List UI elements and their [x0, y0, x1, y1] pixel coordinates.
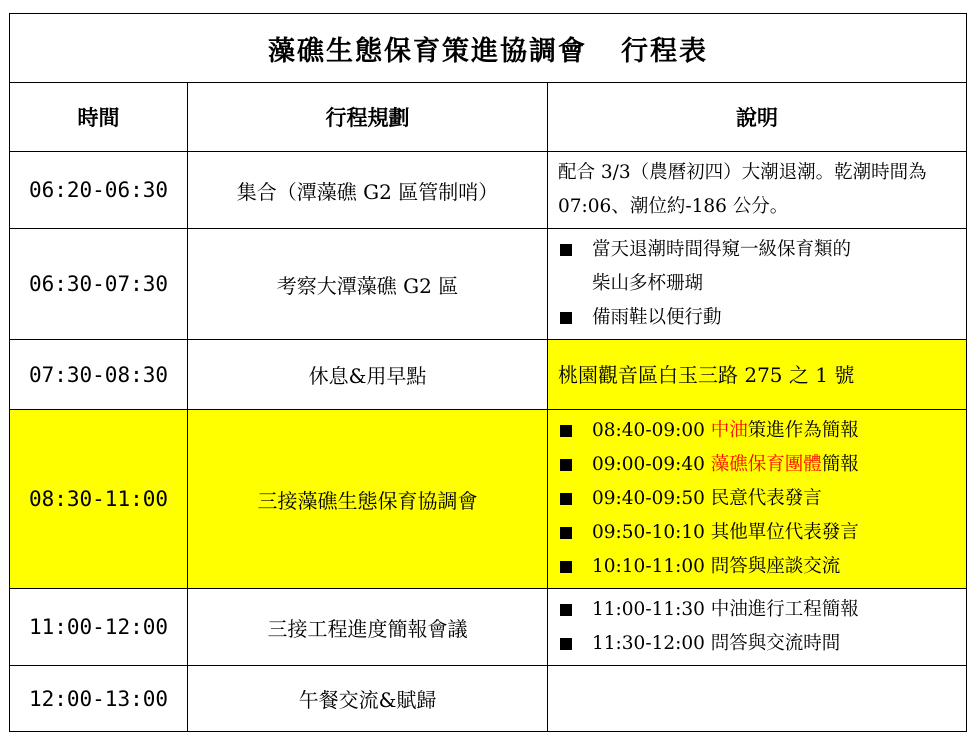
- row-plan: 考察大潭藻礁 G2 區: [188, 229, 548, 340]
- row-time: 11:00-12:00: [10, 589, 188, 666]
- list-item: 11:00-11:30 中油進行工程簡報: [558, 593, 958, 627]
- page-subtitle: 行程表: [621, 35, 708, 67]
- row-plan: 三接工程進度簡報會議: [188, 589, 548, 666]
- list-item: 備雨鞋以便行動: [558, 301, 958, 335]
- row-desc: [548, 666, 967, 732]
- table-row: [10, 589, 967, 666]
- list-item: 09:40-09:50 民意代表發言: [558, 482, 958, 516]
- bullet-square-icon: [560, 425, 572, 437]
- row-plan: 集合（潭藻礁 G2 區管制哨）: [188, 152, 548, 229]
- row-desc: [548, 589, 967, 666]
- page-title: 藻礁生態保育策進協調會: [268, 35, 587, 67]
- bullet-square-icon: [560, 493, 572, 505]
- bullet-square-icon: [560, 638, 572, 650]
- table-row: [10, 152, 967, 229]
- row-time: 06:30-07:30: [10, 229, 188, 340]
- list-item: 10:10-11:00 問答與座談交流: [558, 550, 958, 584]
- row-time: 12:00-13:00: [10, 666, 188, 732]
- row-plan: 三接藻礁生態保育協調會: [188, 410, 548, 589]
- row-desc: [548, 229, 967, 340]
- row-desc-address: 桃園觀音區白玉三路 275 之 1 號: [548, 340, 967, 410]
- list-item: 當天退潮時間得窺一級保育類的: [558, 233, 958, 267]
- schedule-table: [9, 13, 967, 732]
- table-row: [10, 340, 967, 410]
- title-cell: [10, 14, 967, 83]
- bullet-square-icon: [560, 527, 572, 539]
- row-plan: 午餐交流&賦歸: [188, 666, 548, 732]
- bullet-square-icon: [560, 604, 572, 616]
- bullet-square-icon: [560, 312, 572, 324]
- schedule-sheet: [9, 13, 966, 732]
- list-item: 11:30-12:00 問答與交流時間: [558, 627, 958, 661]
- header-plan: 行程規劃: [188, 83, 548, 152]
- header-time: 時間: [10, 83, 188, 152]
- bullet-square-icon: [560, 244, 572, 256]
- list-item-continuation: 柴山多杯珊瑚: [592, 273, 704, 294]
- table-row-highlight: [10, 410, 967, 589]
- row-time: 06:20-06:30: [10, 152, 188, 229]
- table-row: [10, 666, 967, 732]
- table-row: [10, 229, 967, 340]
- title-row: [10, 14, 967, 83]
- row-plan: 休息&用早點: [188, 340, 548, 410]
- row-desc: 配合 3/3（農曆初四）大潮退潮。乾潮時間為 07:06、潮位約-186 公分。: [548, 152, 967, 229]
- row-time: 08:30-11:00: [10, 410, 188, 589]
- list-item: 09:50-10:10 其他單位代表發言: [558, 516, 958, 550]
- header-row: [10, 83, 967, 152]
- row-time: 07:30-08:30: [10, 340, 188, 410]
- bullet-square-icon: [560, 459, 572, 471]
- row-desc: [548, 410, 967, 589]
- bullet-square-icon: [560, 561, 572, 573]
- header-desc: 說明: [548, 83, 967, 152]
- list-item: 09:00-09:40 藻礁保育團體 簡報: [558, 448, 958, 482]
- list-item: 08:40-09:00 中油 策進作為簡報: [558, 414, 958, 448]
